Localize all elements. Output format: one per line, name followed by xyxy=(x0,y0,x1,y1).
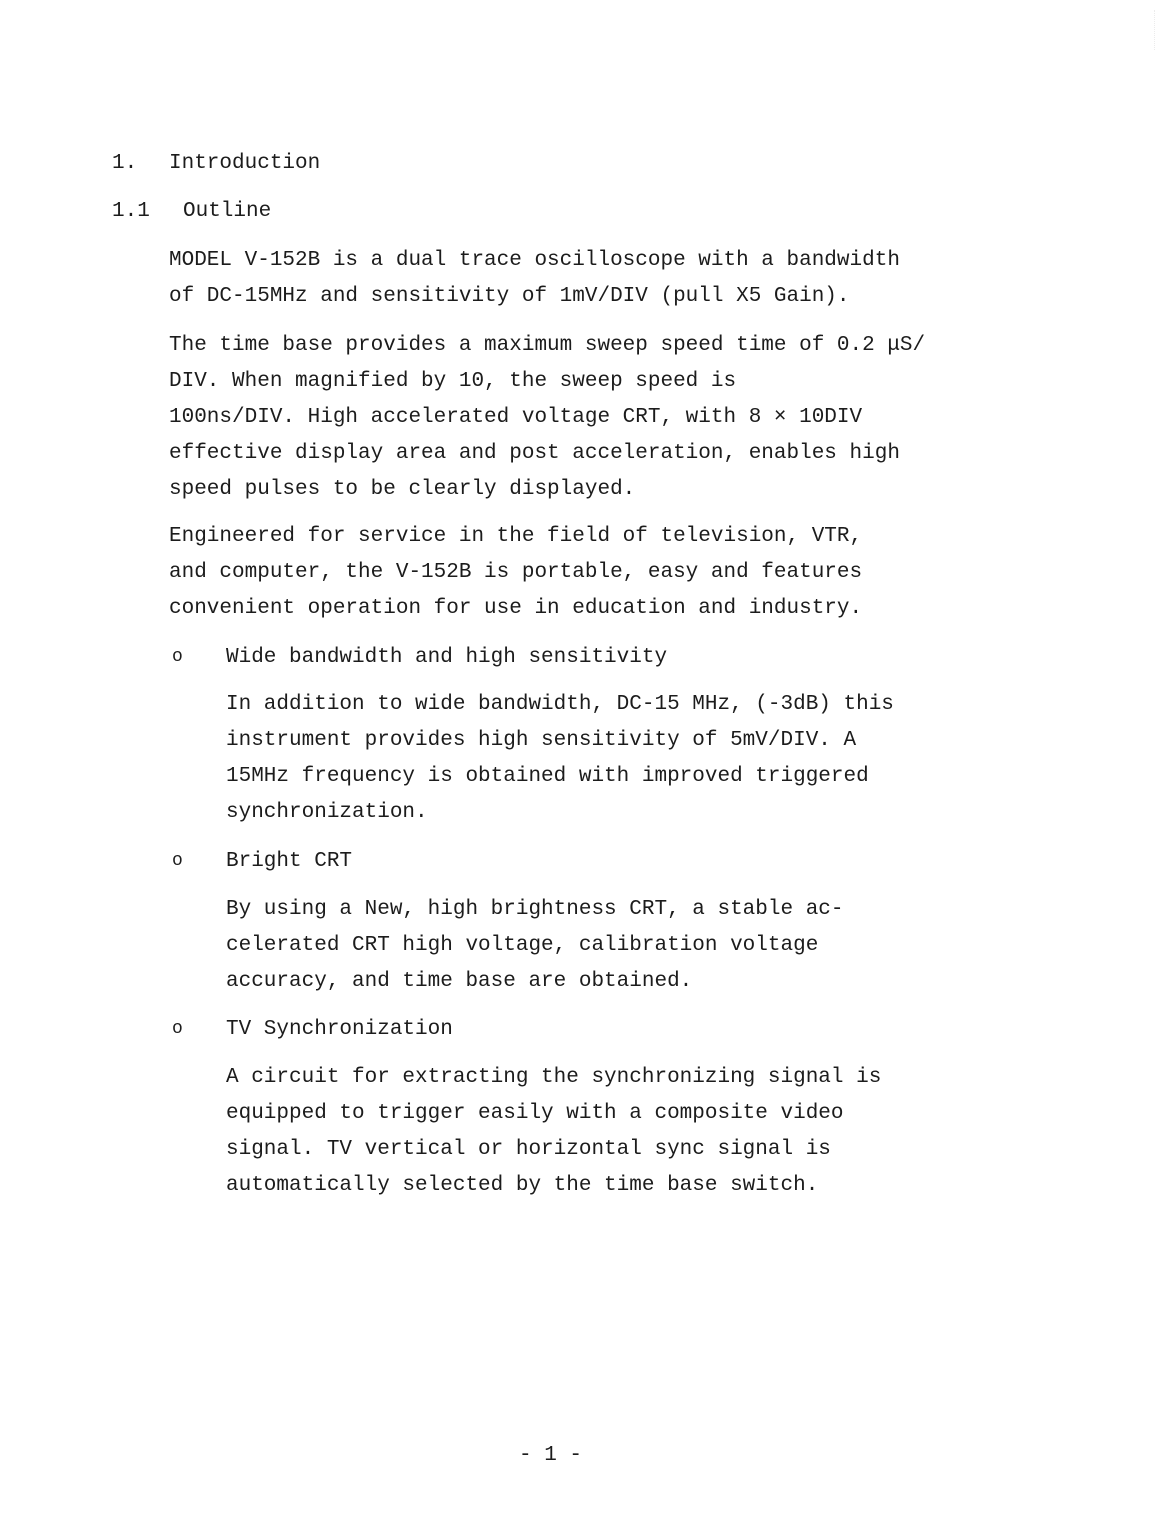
feature-body-crt: By using a New, high brightness CRT, a stable ac- celerated CRT high voltage, calibration voltage accuracy, and time base are obtained. xyxy=(226,898,844,993)
bullet-marker: o xyxy=(172,851,183,871)
bullet-marker: o xyxy=(172,1019,183,1039)
paragraph-engineered: Engineered for service in the field of television, VTR, and computer, the V-152B is portable, easy and features convenient operation for use in education and industry. xyxy=(169,525,863,620)
feature-body-bandwidth: In addition to wide bandwidth, DC-15 MHz, (-3dB) this instrument provides high sensitivity of 5mV/DIV. A 15MHz frequency is obtained with improved triggered synchronization. xyxy=(226,693,894,824)
page-number: - 1 - xyxy=(519,1444,583,1467)
section-number: 1. xyxy=(112,152,138,175)
subsection-number: 1.1 xyxy=(112,200,150,223)
bullet-marker: o xyxy=(172,647,183,667)
scan-artifact xyxy=(1154,10,1163,50)
paragraph-time-base: The time base provides a maximum sweep speed time of 0.2 μS/ DIV. When magnified by 10, the sweep speed is 100ns/DIV. High accelerated voltage CRT, with 8 × 10DIV effective display area and post acceleration, enables high speed pulses to be clearly displayed. xyxy=(169,334,926,501)
paragraph-model: MODEL V-152B is a dual trace oscilloscope with a bandwidth of DC-15MHz and sensitivity of 1mV/DIV (pull X5 Gain). xyxy=(169,249,900,308)
feature-title-crt: Bright CRT xyxy=(226,850,353,873)
feature-body-tv-sync: A circuit for extracting the synchronizing signal is equipped to trigger easily with a composite video signal. TV vertical or horizontal sync signal is automatically selected by the time base switch. xyxy=(226,1066,882,1197)
feature-title-tv-sync: TV Synchronization xyxy=(226,1018,453,1041)
section-title: Introduction xyxy=(169,152,321,175)
subsection-title: Outline xyxy=(183,200,272,223)
feature-title-bandwidth: Wide bandwidth and high sensitivity xyxy=(226,646,668,669)
